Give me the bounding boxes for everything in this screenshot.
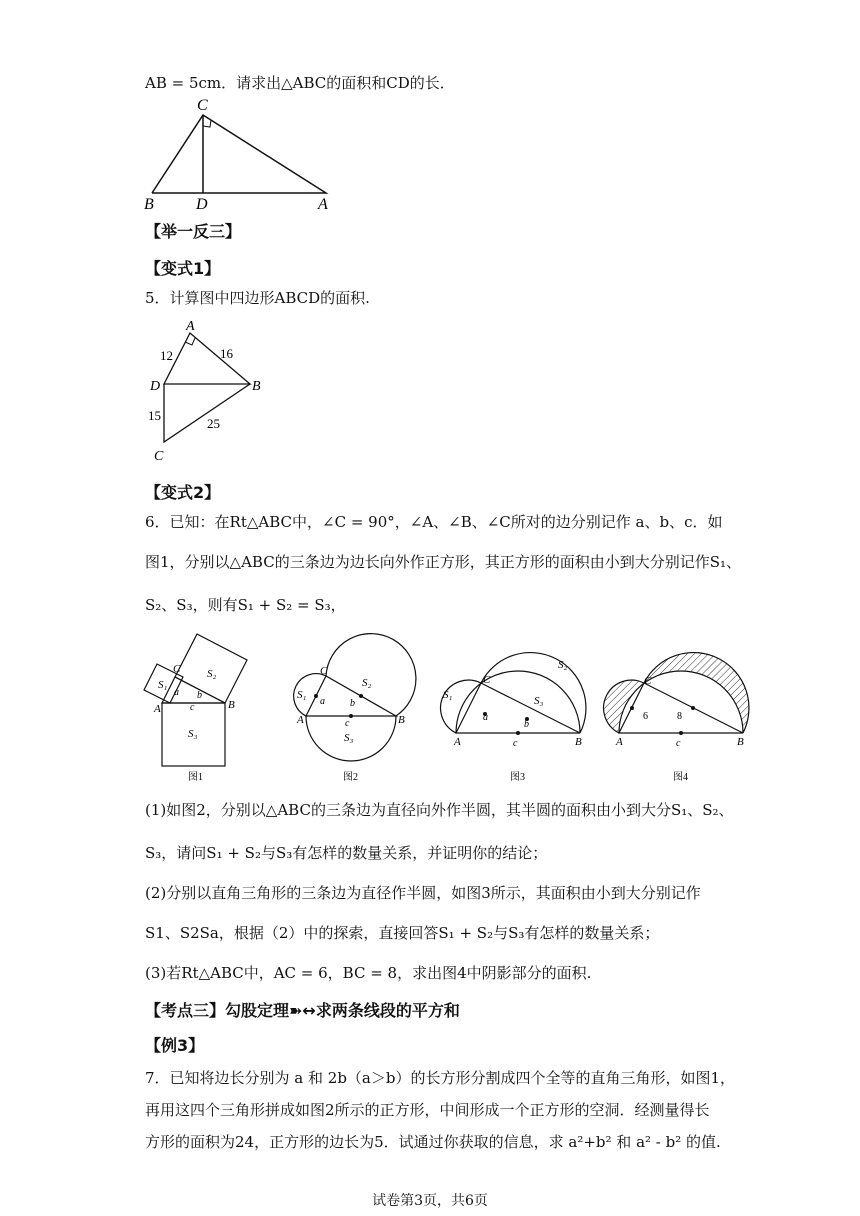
label-A: A — [318, 196, 328, 212]
f2-b: b — [350, 698, 355, 709]
question-6-line-1: 6．已知：在Rt△ABC中，∠C = 90°，∠A、∠B、∠C所对的边分别记作 a、b、c．如 — [145, 513, 723, 531]
f1-C: C — [173, 663, 181, 675]
q4-tail-text: AB = 5cm．请求出△ABC的面积和CD的长． — [145, 74, 455, 92]
label-A: A — [186, 319, 195, 334]
length-ad: 12 — [160, 348, 173, 363]
part-1-line-1: (1)如图2，分别以△ABC的三条边为直径向外作半圆，其半圆的面积由小到大分S₁、S₂、 — [145, 801, 734, 819]
f2-C: C — [320, 665, 328, 677]
question-5: 5．计算图中四边形ABCD的面积. — [145, 289, 370, 307]
f4-B: B — [737, 736, 744, 748]
f1-caption: 图1 — [188, 772, 203, 783]
f1-a: a — [174, 687, 179, 698]
f3-C: C — [483, 674, 491, 686]
f1-c: c — [190, 702, 195, 713]
figures-row-q6 — [140, 628, 760, 786]
f3-S3: S₃ — [534, 695, 544, 707]
f2-S1: S₁ — [297, 689, 307, 701]
f4-A: A — [616, 736, 623, 748]
length-ab: 16 — [220, 346, 233, 361]
figure-4 — [604, 653, 749, 783]
label-C: C — [154, 449, 164, 464]
f3-B: B — [575, 736, 582, 748]
f3-caption: 图3 — [510, 772, 525, 783]
label-D: D — [150, 379, 161, 394]
f2-B: B — [398, 714, 405, 726]
part-2-line-1: (2)分别以直角三角形的三条边为直径作半圆，如图3所示，其面积由小到大分别记作 — [145, 884, 701, 902]
f3-a: a — [483, 712, 488, 723]
question-7-line-2: 再用这四个三角形拼成如图2所示的正方形，中间形成一个正方形的空洞．经测量得长 — [145, 1101, 710, 1119]
question-6-line-2: 图1，分别以△ABC的三条边为边长向外作正方形，其正方形的面积由小到大分别记作S₁、 — [145, 553, 741, 571]
triangle-figure-q4 — [140, 96, 340, 212]
f2-a: a — [320, 696, 325, 707]
f4-C: C — [644, 675, 652, 687]
f2-S2: S₂ — [362, 677, 372, 689]
f1-A: A — [154, 703, 161, 715]
f4-eight: 8 — [677, 711, 682, 722]
f3-S2: S₂ — [558, 659, 568, 671]
page-footer: 试卷第3页，共6页 — [372, 1193, 488, 1209]
part-2-line-2: S1、S2Sa，根据（2）中的探索，直接回答S₁ + S₂与S₃有怎样的数量关系； — [145, 924, 660, 942]
label-D: D — [196, 196, 208, 212]
question-7-line-3: 方形的面积为24，正方形的边长为5．试通过你获取的信息，求 a²+b² 和 a² - b² 的值. — [145, 1133, 721, 1151]
quadrilateral-figure-q5 — [140, 318, 270, 464]
f3-c: c — [513, 738, 518, 749]
heading-variant-1: 【变式1】 — [145, 259, 221, 278]
length-dc: 15 — [148, 408, 161, 423]
label-C: C — [197, 97, 208, 114]
f1-S3: S₃ — [188, 728, 198, 740]
f4-caption: 图4 — [673, 772, 688, 783]
question-6-line-3: S₂、S₃，则有S₁ + S₂ = S₃， — [145, 596, 346, 614]
figure-1 — [144, 634, 247, 783]
label-B: B — [144, 196, 154, 212]
figure-2 — [294, 634, 416, 783]
label-B: B — [252, 379, 261, 394]
heading-variant-2: 【变式2】 — [145, 483, 221, 502]
f4-c: c — [676, 738, 681, 749]
f3-A: A — [454, 736, 461, 748]
f2-c: c — [345, 718, 350, 729]
f2-caption: 图2 — [343, 772, 358, 783]
f1-S2: S₂ — [207, 668, 217, 680]
f4-six: 6 — [643, 711, 648, 722]
f3-b: b — [524, 719, 529, 730]
f2-A: A — [297, 714, 304, 726]
figure-3 — [441, 653, 586, 783]
part-3: (3)若Rt△ABC中，AC = 6，BC = 8，求出图4中阴影部分的面积. — [145, 964, 592, 982]
heading-kaodian-3: 【考点三】勾股定理➽↔求两条线段的平方和 — [145, 1001, 460, 1020]
part-1-line-2: S₃，请问S₁ + S₂与S₃有怎样的数量关系，并证明你的结论； — [145, 844, 548, 862]
f1-B: B — [228, 699, 235, 711]
f1-b: b — [197, 690, 202, 701]
heading-example-3: 【例3】 — [145, 1036, 205, 1055]
f3-S1: S₁ — [443, 689, 453, 701]
heading-jyfs: 【举一反三】 — [145, 222, 242, 241]
f1-S1: S₁ — [158, 679, 168, 691]
question-7-line-1: 7．已知将边长分别为 a 和 2b（a＞b）的长方形分割成四个全等的直角三角形，如图1， — [145, 1069, 736, 1087]
f2-S3: S₃ — [344, 732, 354, 744]
length-bc: 25 — [207, 416, 220, 431]
